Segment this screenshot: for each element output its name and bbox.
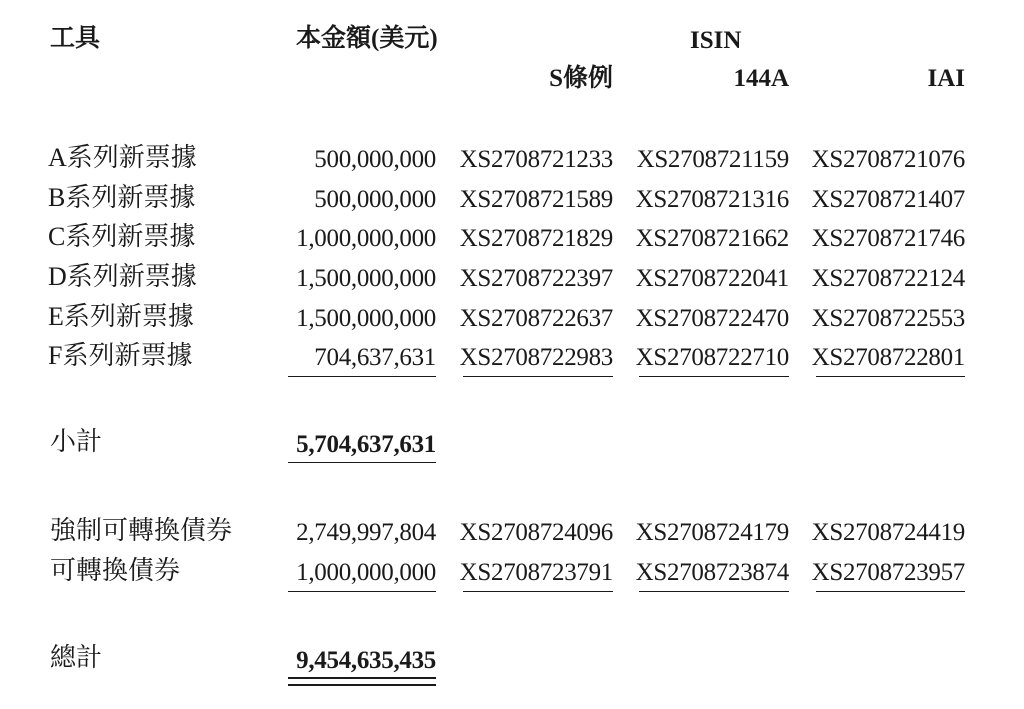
- row-isin-iai: XS2708722553: [811, 305, 965, 332]
- row-amount: 1,000,000,000: [296, 559, 436, 586]
- rule-iai: [816, 591, 965, 592]
- total-amount: 9,454,635,435: [296, 647, 436, 674]
- row-amount: 704,637,631: [314, 344, 436, 371]
- row-isin-iai: XS2708722801: [811, 344, 965, 371]
- rule-144a: [639, 591, 789, 592]
- row-isin-144a: XS2708722710: [635, 344, 789, 371]
- row-isin-iai: XS2708721076: [811, 146, 965, 173]
- double-rule-total: [288, 677, 436, 686]
- row-amount: 1,500,000,000: [296, 265, 436, 292]
- row-label: B系列新票據: [48, 183, 196, 212]
- header-144a: 144A: [733, 65, 789, 92]
- row-label: C系列新票據: [48, 222, 196, 251]
- row-isin-reg-s: XS2708721829: [459, 225, 613, 252]
- row-isin-144a: XS2708723874: [635, 559, 789, 586]
- row-isin-144a: XS2708722470: [635, 305, 789, 332]
- row-isin-iai: XS2708724419: [811, 519, 965, 546]
- row-isin-144a: XS2708722041: [635, 265, 789, 292]
- rule-subtotal: [288, 462, 436, 463]
- row-label: D系列新票據: [48, 262, 197, 291]
- row-label: F系列新票據: [48, 341, 193, 370]
- row-isin-reg-s: XS2708721589: [459, 186, 613, 213]
- subtotal-label: 小計: [50, 427, 103, 456]
- row-label: 強制可轉換債券: [50, 516, 233, 545]
- subtotal-amount: 5,704,637,631: [296, 431, 436, 458]
- row-label: E系列新票據: [48, 302, 194, 331]
- row-label: A系列新票據: [48, 143, 197, 172]
- rule-iai: [816, 376, 965, 377]
- row-amount: 2,749,997,804: [296, 519, 436, 546]
- row-isin-iai: XS2708721746: [811, 225, 965, 252]
- row-amount: 1,000,000,000: [296, 225, 436, 252]
- row-isin-reg-s: XS2708722637: [459, 305, 613, 332]
- total-label: 總計: [50, 643, 103, 672]
- row-label: 可轉換債券: [50, 556, 181, 585]
- header-iai: IAI: [927, 65, 965, 92]
- rule-amount: [288, 591, 436, 592]
- header-instrument: 工具: [50, 25, 101, 52]
- rule-amount: [288, 376, 436, 377]
- header-reg-s: S條例: [549, 65, 613, 92]
- rule-reg-s: [463, 591, 613, 592]
- row-isin-reg-s: XS2708722397: [459, 265, 613, 292]
- row-isin-iai: XS2708721407: [811, 186, 965, 213]
- row-isin-144a: XS2708721662: [635, 225, 789, 252]
- row-isin-144a: XS2708721159: [636, 146, 789, 173]
- row-isin-reg-s: XS2708724096: [459, 519, 613, 546]
- row-amount: 1,500,000,000: [296, 305, 436, 332]
- row-amount: 500,000,000: [314, 146, 436, 173]
- row-isin-reg-s: XS2708721233: [459, 146, 613, 173]
- header-principal: 本金額(美元): [296, 25, 438, 52]
- row-amount: 500,000,000: [314, 186, 436, 213]
- row-isin-144a: XS2708724179: [635, 519, 789, 546]
- header-isin: ISIN: [690, 27, 742, 54]
- rule-144a: [639, 376, 789, 377]
- rule-reg-s: [463, 376, 613, 377]
- row-isin-iai: XS2708722124: [811, 265, 965, 292]
- row-isin-reg-s: XS2708723791: [459, 559, 613, 586]
- row-isin-iai: XS2708723957: [811, 559, 965, 586]
- row-isin-144a: XS2708721316: [635, 186, 789, 213]
- row-isin-reg-s: XS2708722983: [459, 344, 613, 371]
